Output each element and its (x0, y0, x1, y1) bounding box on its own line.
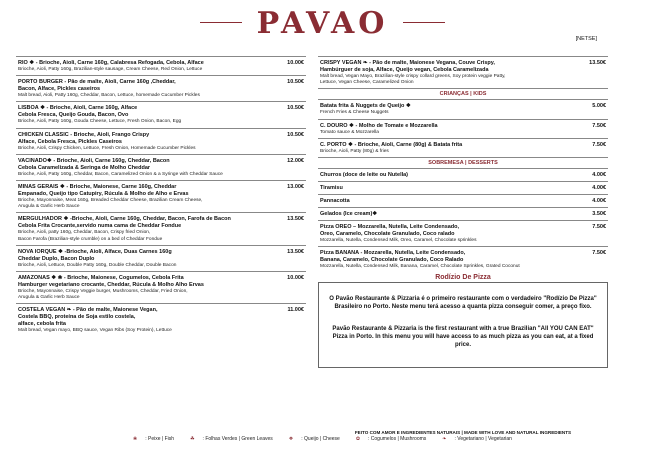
menu-item (318, 99, 608, 118)
legend-entry (186, 436, 277, 442)
item-description: Tomato sauce & Mozzarella (320, 129, 379, 135)
right-column (318, 56, 608, 368)
rodizio-title: Rodízio De Pizza (435, 274, 491, 282)
kids-heading: CRIANÇAS | KIDS (318, 88, 608, 99)
legend-text: : Vegetariano | Vegetarian (454, 436, 512, 442)
item-description: Malt bread, Aioli, Patty 160g, Cheddar, Bacon, Lettuce, homemade Cucumber Pickles (18, 93, 200, 99)
menu-item (318, 246, 608, 272)
item-name: MERGULHADOR ❖ -Brioche, Aioli, Carne 160g, Cheddar, Bacon, Farofa de Bacon Cebola Frita Crocante,servido numa cama de Cheddar Fondue (18, 216, 231, 230)
item-description: Brioche, Aioli, Patty 160g, Brazilian-style sausage, Cream Cheese, Red Onion, Lettuce (18, 67, 203, 72)
item-description: Brioche, Aioli, Crispy Chicken, Lettuce, Fresh Onion, Homemade Cucumber Pickles (18, 145, 196, 151)
legend-symbol-icon: ❀ (133, 436, 138, 442)
item-name: COSTELA VEGAN ❧ - Pão de malte, Maionese Vegan, Costela BBQ, proteína de Soja estilo costela, alface, cebola frita (18, 307, 158, 328)
legend-text: : Peixe | Fish (145, 436, 175, 442)
item-price: 4.00€ (592, 172, 606, 179)
menu-item (16, 154, 306, 180)
title-ornament-left (200, 22, 242, 23)
item-price: 11.00€ (287, 307, 304, 314)
item-description: Brioche, Mayonnaise, Crispy Veggie burger, Mushrooms, Cheddar, Fried Onion, Arugula & Garlic Herb Sauce (18, 289, 188, 301)
item-description: Mozzarella, Nutella, Condensed Milk, Banana, Caramel, Chocolate Sprinkles, Grated Coconut (320, 264, 520, 270)
legend-text: : Cogumelos | Mushrooms (368, 436, 427, 442)
item-price: 13.50€ (287, 248, 304, 255)
item-price: 13.00€ (287, 184, 304, 191)
item-price: 10.00€ (287, 275, 304, 282)
item-description: French Fries & Cheese Nuggets (320, 110, 389, 116)
legend-entry (129, 436, 178, 442)
rodizio-text-en: Pavão Restaurante & Pizzaria is the first restaurant with a true Brazilian "All YOU CAN EAT" Pizza in Porto. In this menu you will have access to as much pizza as you can eat, at a fixed price. (332, 326, 594, 349)
menu-item (318, 207, 608, 220)
item-price: 4.00€ (592, 185, 606, 192)
item-description: Brioche, Mayonnaise, Meat 160g, Breaded Cheddar Cheese, Brazilian Cream Cheese, Arugula & Garlic Herb Sauce (18, 198, 203, 210)
item-description: Brioche, Aioli, Patty (80g) & fries (320, 148, 389, 154)
rodizio-text-pt: O Pavão Restaurante & Pizzaria é o primeiro restaurante com o verdadeiro "Rodízio De Pizza" Brasileiro no Porto. Neste menu terá acesso a quanta pizza conseguir comer, a preço fixo. (329, 296, 597, 311)
item-name: Pizza OREO – Mozzarella, Nutella, Leite Condensado, Oreo, Caramelo, Chocolate Granulado, Coco ralado (320, 224, 460, 238)
item-description: Brioche, Aioli, patty 160g, Cheddar, Bacon, Crispy fried Onion, Bacon Farofa (Brazilian-style crumble) on a bed of Cheddar Fondue (18, 230, 163, 242)
item-price: 12.00€ (287, 157, 304, 164)
item-description: Brioche, Aioli, Patty 160g, Cheddar, Bacon, Caramelized Onion & a Syringe with Cheddar Sauce (18, 171, 223, 177)
menu-item (16, 128, 306, 154)
item-description: Malt bread, Vegan Mayo, Brazilian-style crispy collard greens, Soy protein veggie Patty, Lettuce, Vegan Cheese, Caramelized Onion (320, 74, 506, 86)
item-price: 10.50€ (287, 79, 304, 86)
legend-symbol-icon: ✿ (355, 436, 361, 442)
item-name: Gelados (Ice cream)❖ (320, 211, 378, 218)
item-description: Mozzarella, Nutella, Condensed Milk, Oreo, Caramel, Chocolate sprinkles (320, 238, 477, 244)
menu-item (16, 56, 306, 75)
menu-item (16, 75, 306, 101)
desserts-heading: SOBREMESA | DESSERTS (318, 157, 608, 168)
item-name: RIO ❖ - Brioche, Aioli, Carne 160g, Calabresa Refogada, Cebola, Alface (18, 60, 204, 66)
item-name: C. PORTO ❖ - Brioche, Aioli, Carne (80g) & Batata frita (320, 141, 463, 148)
menu-title: PAVAO (256, 6, 389, 41)
menu-item (16, 271, 306, 303)
item-name: LISBOA ❖ - Brioche, Aioli, Carne 160g, Alface Cebola Fresca, Queijo Gouda, Bacon, Ovo (18, 105, 138, 119)
item-price: 10.50€ (287, 105, 304, 112)
item-description: Malt bread, Vegan mayo, BBQ sauce, Vegan Ribs (Soy Protein), Lettuce (18, 328, 172, 334)
menu-item (318, 138, 608, 157)
kids-list (318, 99, 608, 157)
left-column (16, 56, 306, 337)
legend-symbol-icon: ☘ (190, 436, 195, 442)
item-description: Brioche, Aioli, Lettuce, Double Patty 160g, Double Cheddar, Double Bacon (18, 262, 177, 268)
menu-item (318, 168, 608, 181)
menu-item (16, 212, 306, 244)
footer-note: FEITO COM AMOR E INGREDIENTES NATURAIS | MADE WITH LOVE AND NATURAL INGREDIENTS (354, 430, 572, 435)
item-price: 10.50€ (287, 131, 304, 138)
item-price: 3.50€ (592, 211, 606, 218)
item-name: AMAZONAS ❖ ❀ - Brioche, Maionese, Cogumelos, Cebola Frita Hamburger vegetariano crocante, Cheddar, Rúcula & Molho Alho Ervas (18, 275, 204, 289)
item-description: Brioche, Aioli, Patty 160g, Gouda Cheese, Lettuce, Fresh Onion, Bacon, Egg (18, 119, 182, 125)
menu-item (16, 245, 306, 271)
menu-item (318, 194, 608, 207)
legend-text: : Folhas Verdes | Green Leaves (202, 436, 273, 442)
item-price: 7.50€ (592, 250, 606, 257)
legend-entry (352, 436, 430, 442)
desserts-list (318, 168, 608, 272)
item-name: Churros (doce de leite ou Nutella) (320, 172, 409, 179)
item-name: CHICKEN CLASSIC - Brioche, Aioli, Frango Crispy Alface, Cebola Fresca, Pickles Caseiros (18, 131, 150, 145)
legend-text: : Queijo | Cheese (301, 436, 340, 442)
legend-entry (438, 436, 516, 442)
legend-symbol-icon: ❧ (442, 436, 447, 442)
item-price: 4.00€ (592, 198, 606, 205)
item-name: C. DOURO ❖ - Molho de Tomate e Mozzarella (320, 122, 438, 129)
item-name: VACINADO❖ - Brioche, Aioli, Carne 160g, Cheddar, Bacon Cebola Caramelizada & Seringa de Molho Cheddar (18, 157, 170, 171)
item-name: CRISPY VEGAN ❧ - Pão de malte, Maionese Vegana, Couve Crispy, Hambúrguer de soja, Alface, Queijo vegan, Cebola Caramelizada (320, 60, 495, 73)
item-name: Batata frita & Nuggets de Queijo ❖ (320, 103, 411, 110)
item-name: Tiramisu (320, 185, 343, 192)
item-name: MINAS GERAIS ❖ - Brioche, Maionese, Carne 160g, Cheddar Empanado, Queijo tipo Catupiry, Rúcula & Molho de Alho e Ervas (18, 184, 189, 198)
item-name: Pannacotta (320, 198, 350, 205)
title-ornament-right (403, 22, 445, 23)
menu-item (318, 220, 608, 246)
menu-item (16, 101, 306, 127)
menu-tag: [NETSE] (575, 36, 597, 42)
menu-item (16, 303, 306, 336)
menu-item (16, 180, 306, 212)
rodizio-box (318, 282, 608, 368)
item-price: 7.50€ (592, 224, 606, 231)
legend-symbol-icon: ❖ (288, 436, 294, 442)
menu-item (318, 181, 608, 194)
item-price: 10.00€ (287, 60, 304, 66)
menu-item (318, 119, 608, 138)
item-price: 13.50€ (589, 60, 606, 66)
legend (0, 436, 645, 442)
menu-item (318, 56, 608, 88)
item-price: 5.00€ (592, 103, 606, 110)
item-name: Pizza BANANA - Mozzarella, Nutella, Leite Condensado, Banana, Caramelo, Chocolate Granulado, Coco Ralado (320, 250, 466, 264)
item-price: 7.50€ (592, 141, 606, 148)
item-name: PORTO BURGER - Pão de malte, Aioli, Carne 160g ,Cheddar, Bacon, Alface, Pickles caseiros (18, 79, 176, 93)
item-price: 7.50€ (592, 122, 606, 129)
item-price: 13.50€ (287, 216, 304, 223)
legend-entry (285, 436, 344, 442)
item-name: NOVA IORQUE ❖ -Brioche, Aioli, Alface, Duas Carnes 160g Cheddar Duplo, Bacon Duplo (18, 248, 172, 262)
